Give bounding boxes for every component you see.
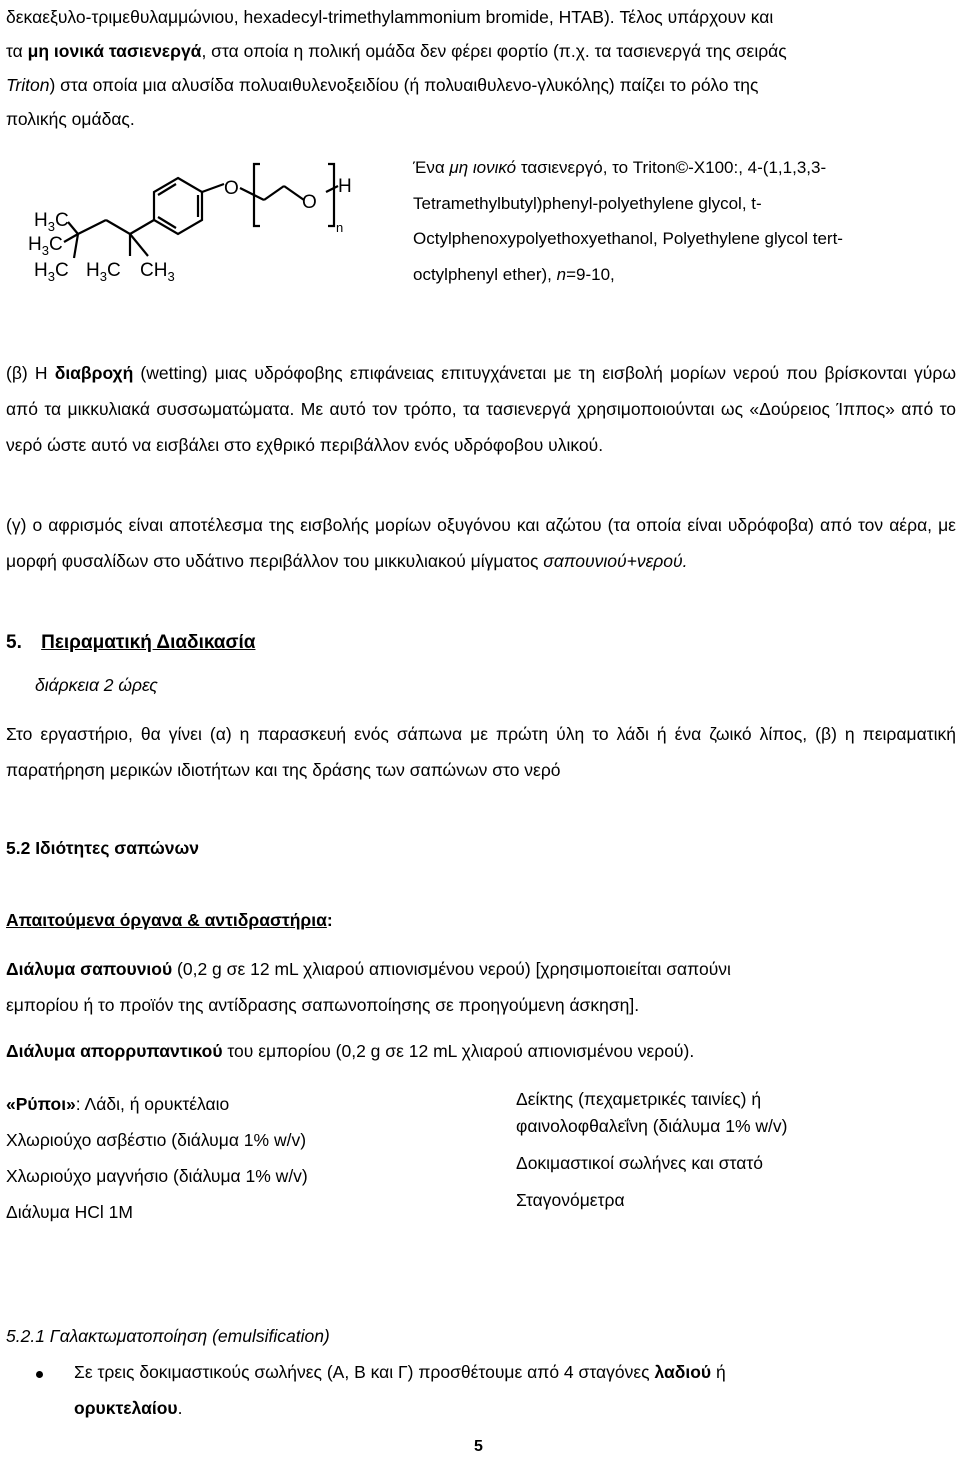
ch3-label: $CH_3$ (140, 260, 175, 284)
indicator-line-2: φαινολοφθαλεΐνη (διάλυμα 1% w/v) (516, 1116, 788, 1136)
h3c-label-c: $H_3C$ (34, 260, 69, 284)
section-5-number: 5. (6, 632, 22, 653)
caption-line-3: Octylphenoxypolyethoxyethanol, Polyethylene glycol tert- (413, 229, 843, 248)
test-tubes-item: Δοκιμαστικοί σωλήνες και στατό (516, 1153, 763, 1173)
intro-line-1 (6, 2, 956, 32)
bullet-line-2 (74, 1398, 182, 1419)
h3c-label-a: $H_3C$ (34, 210, 69, 234)
page-number-text: 5 (474, 1438, 483, 1455)
detergent-solution-bold: Διάλυμα απορρυπαντικού (6, 1041, 223, 1061)
beta-text-b: (wetting) μιας υδρόφοβης επιφάνειας επιτυγχάνεται με τη εισβολή μορίων νερού που βρίσκονται γύρω από τα μικκυλιακά συσσωματώματα. Με αυτό τον τρόπο, τα τασιενεργά χρησιμοποιούνται ως «Δούρειος Ίππος» από το νερό ώστε αυτό να εισβάλει στο εχθρικό περιβάλλον ενός υδρόφοβου υλικού. (6, 363, 956, 455)
soap-water-italic: σαπουνιού+νερού. (543, 551, 688, 571)
subscript-n-label: n (336, 220, 344, 235)
caption-italic-nonionic: μη ιονικό (449, 158, 517, 177)
soap-solution-text-2: εμπορίου ή το προϊόν της αντίδρασης σαπωνοποίησης σε προηγούμενη άσκηση]. (6, 995, 640, 1015)
mineral-oil-bold: ορυκτελαίου (74, 1398, 178, 1418)
reagent-dirt (6, 1086, 476, 1122)
intro-text-2a: τα (6, 41, 28, 61)
reagent-calcium-chloride: Χλωριούχο ασβέστιο (διάλυμα 1% w/v) (6, 1130, 307, 1150)
section-52-title: 5.2 Ιδιότητες σαπώνων (6, 838, 199, 858)
reagent-hcl: Διάλυμα HCl 1M (6, 1202, 133, 1222)
caption-line-1 (413, 150, 933, 186)
dirt-text: : Λάδι, ή ορυκτέλαιο (75, 1094, 230, 1114)
section-5-text (6, 716, 956, 788)
section-52-heading (6, 838, 199, 859)
oxygen-label-2: O (302, 192, 317, 213)
structure-caption (413, 150, 933, 292)
requirements-title: Απαιτούμενα όργανα & αντιδραστήρια (6, 910, 327, 930)
reagent-magnesium-chloride: Χλωριούχο μαγνήσιο (διάλυμα 1% w/v) (6, 1166, 308, 1186)
intro-line-2 (6, 36, 787, 66)
beta-text-a: (β) Η (6, 363, 55, 383)
benzene-ring (154, 178, 202, 234)
section-521-heading (6, 1326, 330, 1347)
h3c-label-d: $H_3C$ (86, 260, 121, 284)
bullet-line-1 (74, 1362, 726, 1383)
caption-text-1a: Ένα (413, 158, 450, 177)
section-5-duration (35, 675, 158, 696)
triton-structure-diagram (28, 150, 368, 290)
oxygen-label-1: O (224, 178, 239, 199)
h3c-label-b: $H_3C$ (28, 234, 63, 258)
indicator-line-1: Δείκτης (πεχαμετρικές ταινίες) ή (516, 1089, 762, 1109)
wetting-bold: διαβροχή (54, 363, 134, 383)
bullet-icon (36, 1371, 43, 1378)
soap-solution-line-1 (6, 959, 731, 980)
intro-text-1: δεκαεξυλο-τριμεθυλαμμώνιου, hexadecyl-trimethylammonium bromide, HTAB). Τέλος υπάρχουν και (6, 7, 774, 27)
bullet-text-1b: ή (711, 1362, 726, 1382)
soap-solution-line-2 (6, 995, 639, 1016)
paragraph-beta (6, 355, 956, 463)
soap-solution-bold: Διάλυμα σαπουνιού (6, 959, 173, 979)
intro-line-4 (6, 104, 135, 134)
bullet-text-2b: . (177, 1398, 183, 1418)
detergent-solution-line (6, 1041, 694, 1062)
section-5-title: Πειραματική Διαδικασία (41, 632, 256, 653)
gamma-text-a: (γ) ο αφρισμός είναι αποτέλεσμα της εισβολής μορίων οξυγόνου και αζώτου (τα οποία είναι υδρόφοβα) από τον αέρα, με μορφή φυσαλίδων στο υδάτινο περιβάλλον του μικκυλιακού μίγματος (6, 515, 956, 571)
hydrogen-label: H (338, 176, 352, 197)
page-number (474, 1438, 483, 1456)
caption-text-1b: τασιενεργό, το Triton©-X100:, 4-(1,1,3,3- (516, 158, 827, 177)
duration-text: διάρκεια 2 ώρες (35, 675, 158, 695)
dirt-bold: «Ρύποι» (6, 1094, 76, 1114)
intro-text-2b: , στα οποία η πολική ομάδα δεν φέρει φορτίο (π.χ. τα τασιενεργά της σειράς (201, 41, 787, 61)
requirements-colon: : (326, 910, 333, 930)
bullet-text-1a: Σε τρεις δοκιμαστικούς σωλήνες (Α, Β και Γ) προσθέτουμε από 4 σταγόνες (74, 1362, 655, 1382)
structure-bonds (64, 164, 338, 258)
reagents-left-column (6, 1086, 476, 1230)
triton-italic: Triton (6, 75, 50, 95)
caption-line-4 (413, 257, 933, 293)
section-521-text: Γαλακτωματοποίηση (emulsification) (44, 1326, 330, 1346)
requirements-heading (6, 910, 333, 931)
intro-line-3 (6, 70, 758, 100)
droppers-item: Σταγονόμετρα (516, 1190, 625, 1210)
section-5-heading (6, 632, 255, 654)
section-5-body: Στο εργαστήριο, θα γίνει (α) η παρασκευή ενός σάπωνα με πρώτη ύλη το λάδι ή ένα ζωικό λίπος, (β) η πειραματική παρατήρηση μερικών ιδιοτήτων και της δράσης των σαπώνων στο νερό (6, 724, 956, 780)
section-521-title (6, 1326, 330, 1346)
right-bracket (328, 164, 334, 226)
detergent-solution-text: του εμπορίου (0,2 g σε 12 mL χλιαρού απιονισμένου νερού). (222, 1041, 695, 1061)
non-ionic-bold: μη ιονικά τασιενεργά (27, 41, 202, 61)
intro-text-4: πολικής ομάδας. (6, 109, 135, 129)
reagents-right-column (516, 1086, 956, 1214)
soap-solution-text-1: (0,2 g σε 12 mL χλιαρού απιονισμένου νερού) [χρησιμοποιείται σαπούνι (172, 959, 731, 979)
caption-text-4a: octylphenyl ether), (413, 264, 557, 284)
intro-text-3b: ) στα οποία μια αλυσίδα πολυαιθυλενοξειδίου (ή πολυαιθυλενο-γλυκόλης) παίζει το ρόλο της (49, 75, 759, 95)
caption-line-2: Tetramethylbutyl)phenyl-polyethylene glycol, t- (413, 193, 762, 213)
paragraph-gamma (6, 507, 956, 579)
oil-bold: λαδιού (654, 1362, 712, 1382)
caption-italic-n: n (556, 264, 567, 284)
caption-text-4b: =9-10, (566, 264, 615, 284)
left-bracket (254, 164, 260, 226)
section-521-number: 5.2.1 (6, 1326, 45, 1346)
